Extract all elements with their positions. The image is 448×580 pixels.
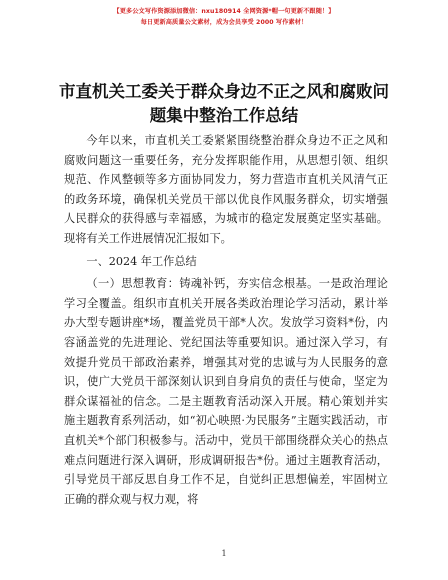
document-title xyxy=(40,80,408,128)
intro-paragraph: 今年以来，市直机关工委紧紧围绕整治群众身边不正之风和腐败问题这一重要任务，充分发挥职能作用，从思想引领、组织规范、作风整顿等多方面协同发力，努力营造市直机关风清气正的政务环境，确保机关党员干部以优良作风服务群众，切实增强人民群众的获得感与幸福感，为城市的稳定发展奠定坚实基础。现将有关工作进展情况汇报如下。 xyxy=(64,134,388,245)
promo-banner-line-2: 每日更新高质量公文素材，成为会员享受 2000 写作素材！ xyxy=(140,19,308,26)
document-body xyxy=(64,131,388,509)
section-heading: 一、2024 年工作总结 xyxy=(86,254,197,268)
promo-banner-line-1: 【更多公文写作资源添加微信：nxu180914 全网资源*帽一句更新不跟随！】 xyxy=(113,8,335,15)
promo-banner xyxy=(0,6,448,28)
page-number: 1 xyxy=(221,549,227,558)
section-paragraph: （一）思想教育：铸魂补钙，夯实信念根基。一是政治理论学习全覆盖。组织市直机关开展各类政治理论学习活动，累计举办大型专题讲座*场，覆盖党员干部*人次。发放学习资料*份，内容涵盖党的先进理论、党纪国法等重要知识。通过深入学习，有效提升党员干部政治素养，增强其对党的忠诚与为人民服务的意识，使广大党员干部深刻认识到自身肩负的责任与使命，坚定为群众谋福祉的信念。二是主题教育活动深入开展。精心策划并实施主题教育系列活动，如“初心映照·为民服务”主题实践活动，市直机关*个部门积极参与。活动中，党员干部围绕群众关心的热点难点问题进行深入调研，形成调研报告*份。通过主题教育活动，引导党员干部反思自身工作不足，自觉纠正思想偏差，牢固树立正确的群众观与权力观，将 xyxy=(64,277,388,506)
document-title-line-2: 题集中整治工作总结 xyxy=(149,106,299,125)
document-title-line-1: 市直机关工委关于群众身边不正之风和腐败问 xyxy=(59,82,389,101)
